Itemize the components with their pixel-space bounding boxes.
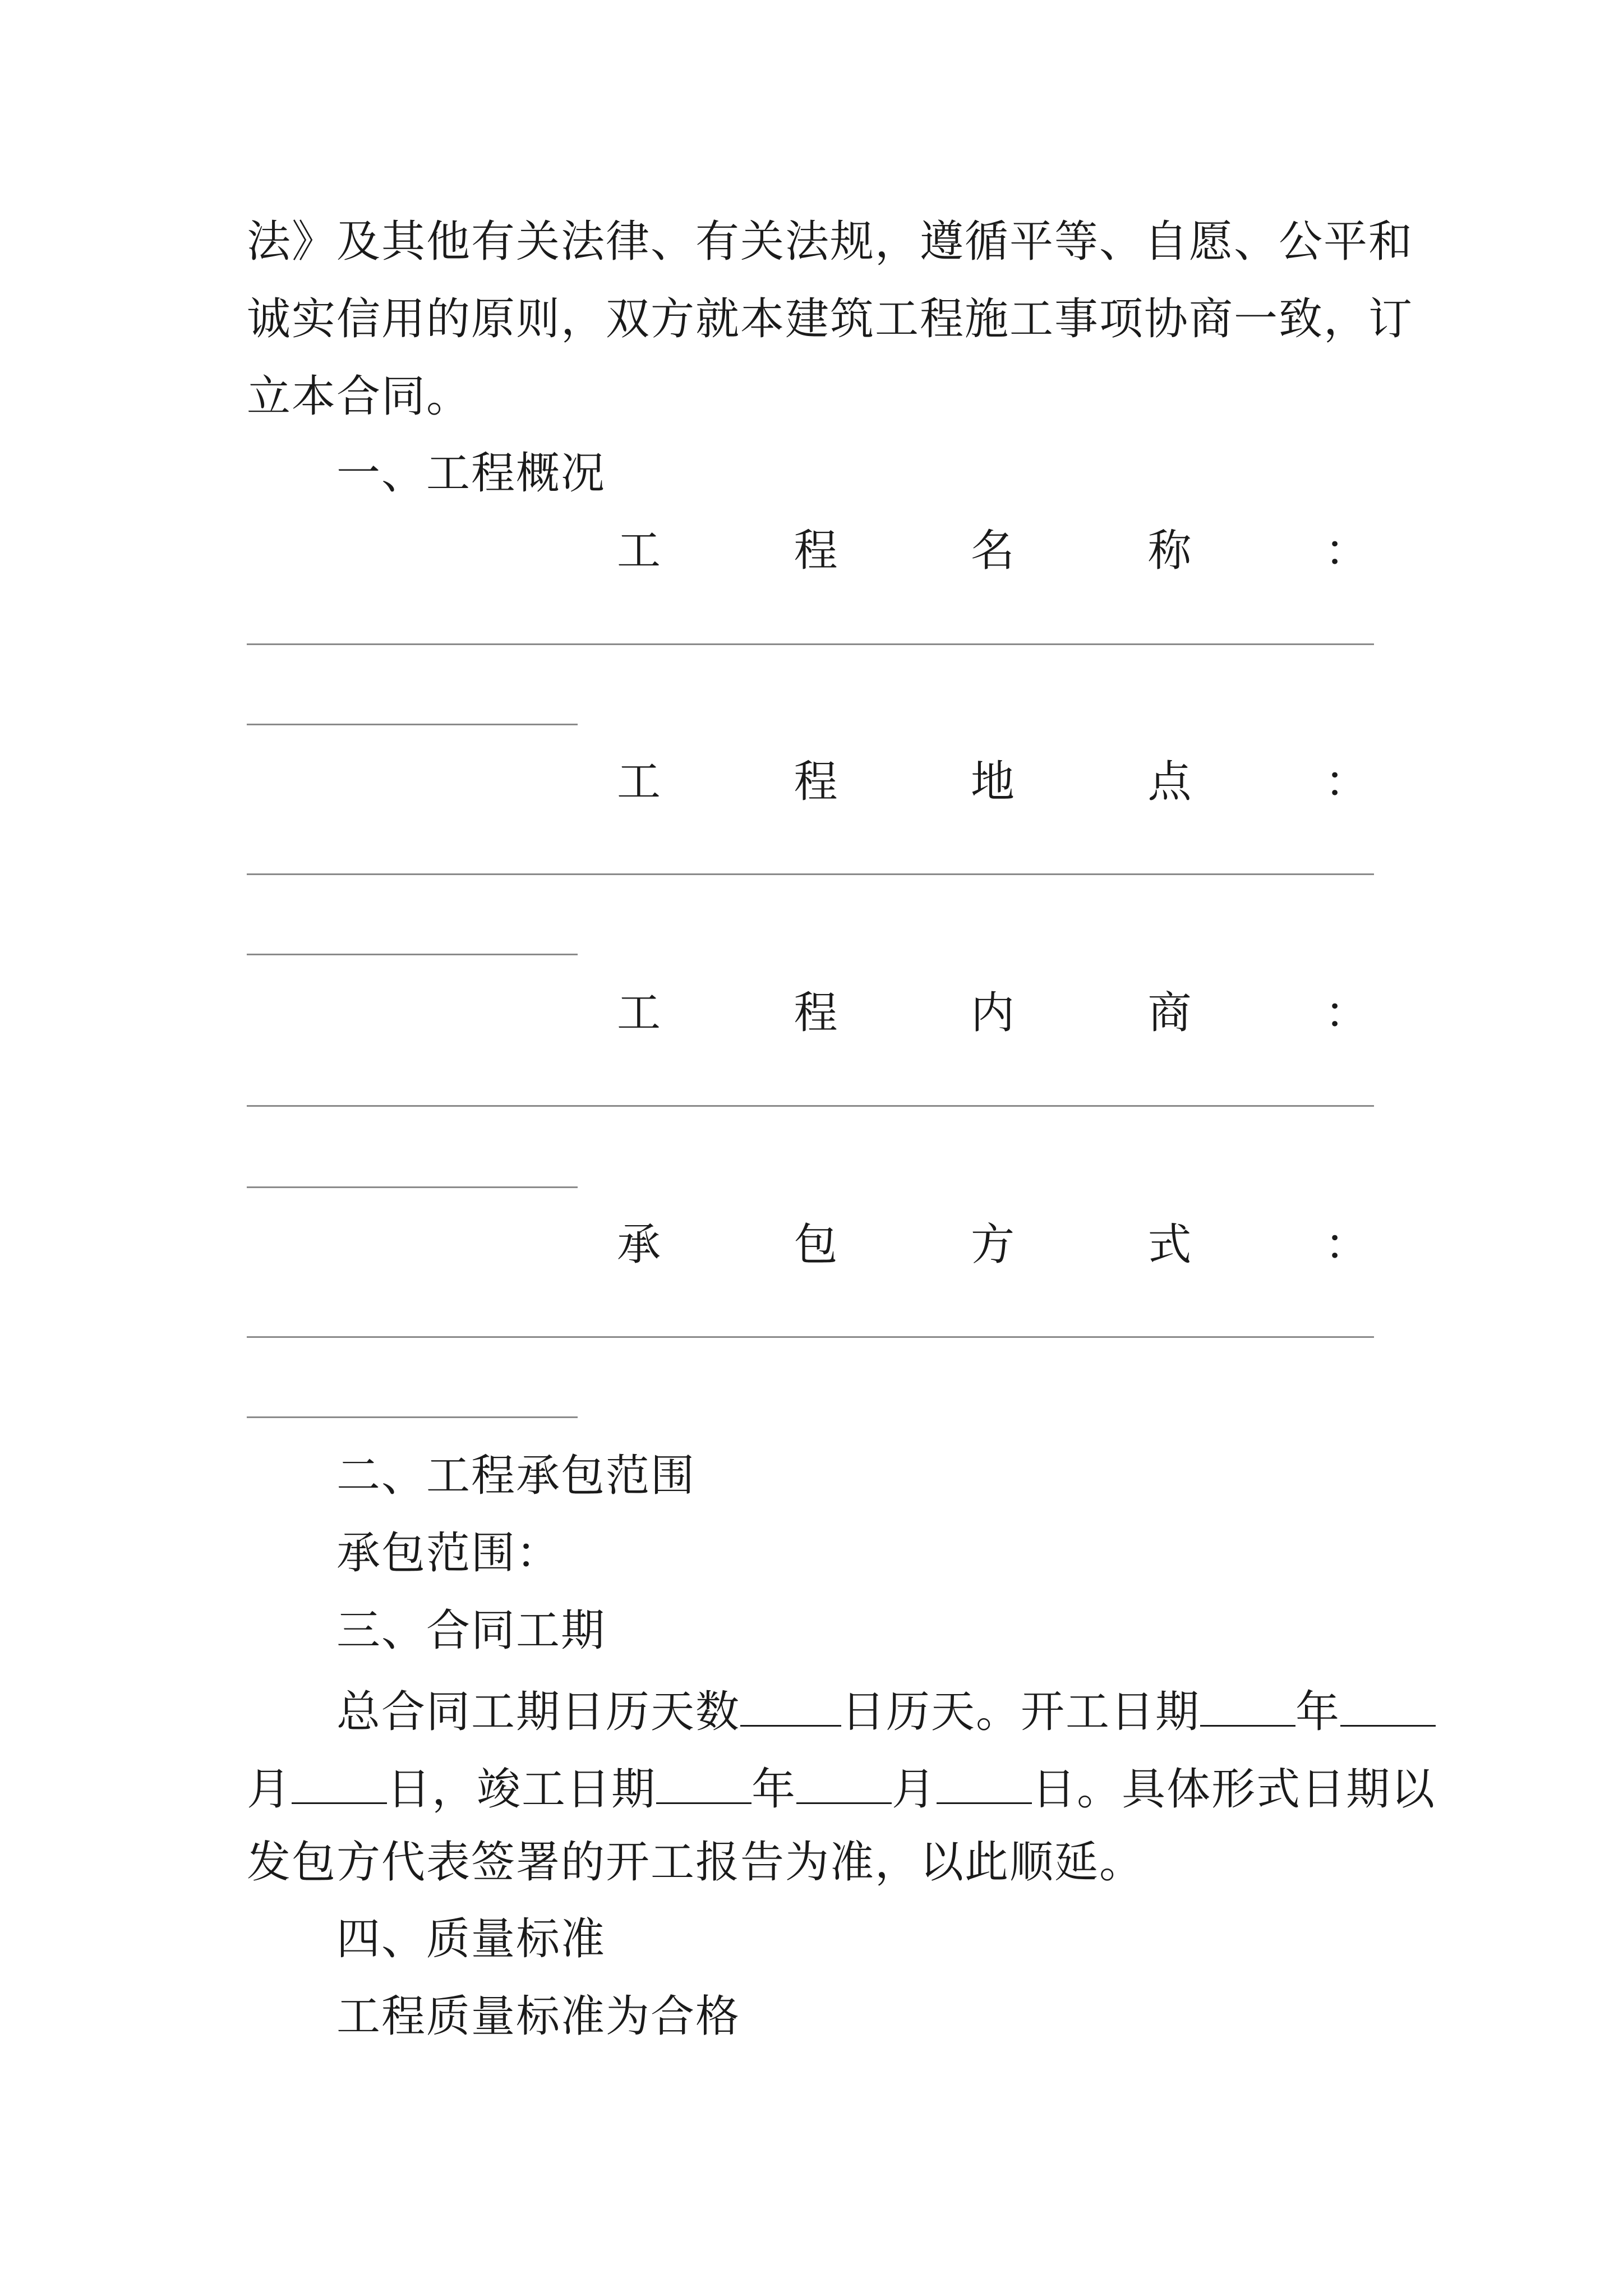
field-colon: ：	[1324, 988, 1368, 1038]
section-1-heading: 一、工程概况	[336, 448, 606, 499]
duration-text: 日历天。开工日期	[841, 1687, 1201, 1737]
field-char: 工	[617, 526, 661, 576]
fill-line	[247, 873, 1374, 875]
fill-line	[247, 724, 578, 725]
field-contract-mode-label	[617, 1220, 1368, 1270]
field-char: 包	[794, 1220, 838, 1270]
blank-end-year	[656, 1763, 751, 1804]
blank-start-month	[1340, 1686, 1436, 1727]
field-char: 程	[794, 988, 838, 1038]
blank-start-day	[292, 1763, 387, 1804]
duration-text: 年	[1295, 1687, 1341, 1737]
duration-text: 月	[247, 1764, 292, 1815]
section-3-heading: 三、合同工期	[336, 1605, 606, 1656]
field-char: 称	[1147, 526, 1192, 576]
blank-end-month	[796, 1763, 892, 1804]
field-char: 程	[794, 757, 838, 807]
field-char: 方	[970, 1220, 1015, 1270]
blank-start-year	[1200, 1686, 1295, 1727]
duration-text: 总合同工期日历天数	[336, 1687, 741, 1737]
field-char: 程	[794, 526, 838, 576]
blank-days	[740, 1686, 841, 1727]
section-2-heading: 二、工程承包范围	[336, 1451, 696, 1501]
field-colon: ：	[1324, 1220, 1368, 1270]
fill-line	[247, 1336, 1374, 1338]
scope-label: 承包范围：	[336, 1528, 561, 1579]
duration-line-3: 发包方代表签署的开工报告为准，以此顺延。	[247, 1837, 1145, 1888]
fill-line	[247, 1186, 578, 1188]
blank-end-day	[937, 1763, 1032, 1804]
quality-standard-text: 工程质量标准为合格	[336, 1991, 741, 2042]
intro-line-2: 诚实信用的原则，双方就本建筑工程施工事项协商一致，订	[247, 294, 1414, 344]
field-char: 商	[1147, 988, 1192, 1038]
field-char: 工	[617, 988, 661, 1038]
intro-line-3: 立本合同。	[247, 371, 472, 422]
fill-line	[247, 643, 1374, 645]
field-project-location-label	[617, 757, 1368, 807]
field-char: 地	[970, 757, 1015, 807]
field-char: 工	[617, 757, 661, 807]
field-char: 名	[970, 526, 1015, 576]
field-colon: ：	[1324, 757, 1368, 807]
field-project-content-label	[617, 988, 1368, 1038]
field-char: 式	[1147, 1220, 1192, 1270]
field-char: 内	[970, 988, 1015, 1038]
intro-line-1: 法》及其他有关法律、有关法规，遵循平等、自愿、公平和	[247, 217, 1414, 267]
fill-line	[247, 1105, 1374, 1107]
duration-text: 年	[751, 1764, 797, 1815]
fill-line	[247, 954, 578, 955]
section-4-heading: 四、质量标准	[336, 1914, 606, 1964]
duration-text: 日，竣工日期	[387, 1764, 657, 1815]
duration-line-2	[247, 1763, 1436, 1815]
field-char: 点	[1147, 757, 1192, 807]
field-project-name-label	[617, 526, 1368, 576]
fill-line	[247, 1416, 578, 1418]
duration-line-1	[336, 1686, 1436, 1737]
duration-text: 月	[892, 1764, 937, 1815]
field-char: 承	[617, 1220, 661, 1270]
duration-text: 日。具体形式日期以	[1032, 1764, 1436, 1815]
field-colon: ：	[1324, 526, 1368, 576]
